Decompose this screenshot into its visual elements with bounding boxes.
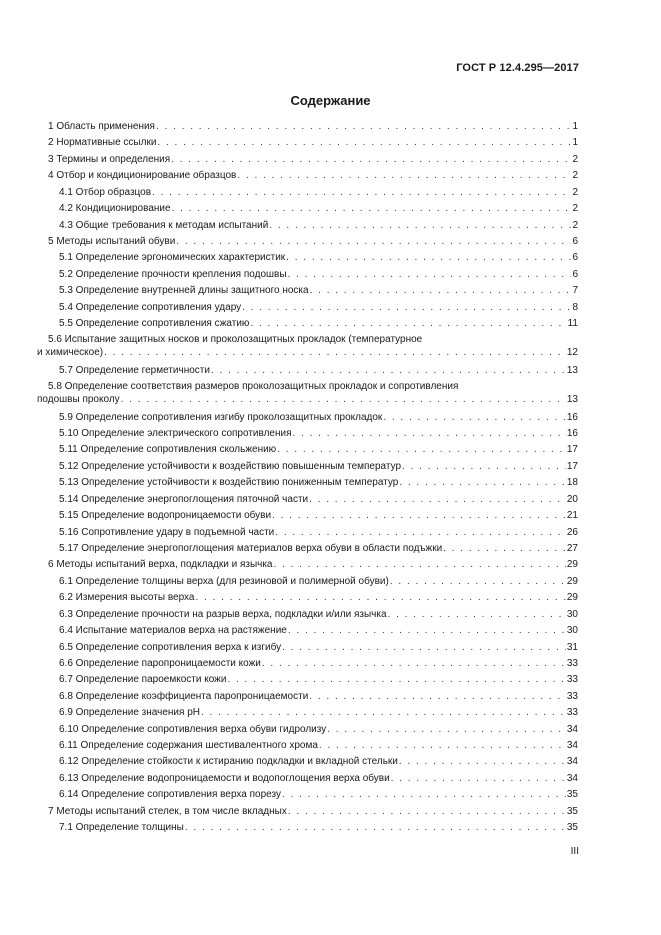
toc-entry[interactable] bbox=[48, 121, 578, 133]
toc-entry-title: 6.1 Определение толщины верха (для резиновой и полимерной обуви) bbox=[59, 575, 389, 587]
toc-entry-title: 5.16 Сопротивление удару в подъемной части bbox=[59, 526, 275, 538]
toc-entry[interactable] bbox=[48, 674, 578, 686]
toc-page-number: 29 bbox=[566, 575, 578, 587]
dot-leader bbox=[242, 302, 571, 314]
toc-page-number: 2 bbox=[572, 153, 578, 165]
toc-entry-title: 5.11 Определение сопротивления скольжению bbox=[59, 444, 277, 456]
toc-entry[interactable] bbox=[48, 592, 578, 604]
toc-entry[interactable] bbox=[48, 302, 578, 314]
toc-entry-title: 6.9 Определение значения рН bbox=[59, 707, 200, 719]
dot-leader bbox=[310, 285, 572, 297]
toc-page-number: 13 bbox=[566, 394, 578, 406]
toc-page-number: 30 bbox=[566, 625, 578, 637]
toc-page-number: 11 bbox=[567, 318, 578, 330]
dot-leader bbox=[282, 789, 566, 801]
toc-entry-title: 6.13 Определение водопроницаемости и водопоглощения верха обуви bbox=[59, 772, 390, 784]
toc-page-number: 17 bbox=[566, 460, 578, 472]
toc-page-number: 27 bbox=[566, 542, 578, 554]
toc-entry[interactable] bbox=[48, 170, 578, 182]
toc-entry[interactable] bbox=[48, 559, 578, 571]
dot-leader bbox=[288, 625, 566, 637]
dot-leader bbox=[402, 461, 566, 473]
toc-entry[interactable] bbox=[48, 724, 578, 736]
toc-page-number: 7 bbox=[572, 285, 578, 297]
toc-entry[interactable] bbox=[48, 642, 578, 654]
dot-leader bbox=[275, 527, 566, 539]
dot-leader bbox=[443, 543, 566, 555]
toc-page-number: 2 bbox=[572, 219, 578, 231]
dot-leader bbox=[152, 187, 571, 199]
toc-entry[interactable] bbox=[48, 365, 578, 377]
toc-entry-title-cont: и химическое) bbox=[37, 347, 104, 359]
dot-leader bbox=[399, 477, 566, 489]
toc-entry[interactable] bbox=[48, 428, 578, 440]
toc-page-number: 34 bbox=[566, 723, 578, 735]
toc-entry-title: 1 Область применения bbox=[48, 121, 155, 132]
toc-page-number: 18 bbox=[566, 477, 578, 489]
toc-page-number: 33 bbox=[566, 674, 578, 686]
toc-page-number: 35 bbox=[566, 789, 578, 801]
toc-entry-title: 4.3 Общие требования к методам испытаний bbox=[59, 219, 269, 231]
toc-entry[interactable] bbox=[48, 494, 578, 506]
toc-page-number: 2 bbox=[572, 203, 578, 215]
dot-leader bbox=[272, 510, 566, 522]
toc-page-number: 17 bbox=[566, 444, 578, 456]
toc-page-number: 6 bbox=[572, 268, 578, 280]
toc-entry[interactable] bbox=[48, 477, 578, 489]
toc-entry-title: 3 Термины и определения bbox=[48, 153, 171, 165]
toc-entry[interactable] bbox=[48, 252, 578, 264]
dot-leader bbox=[237, 170, 571, 182]
toc-page-number: 33 bbox=[566, 707, 578, 719]
toc-page-number: 20 bbox=[566, 493, 578, 505]
toc-page-number: 33 bbox=[566, 690, 578, 702]
toc-entry[interactable] bbox=[48, 510, 578, 522]
page-number: III bbox=[570, 846, 579, 857]
toc-entry-title: 2 Нормативные ссылки bbox=[48, 137, 157, 149]
toc-page-number: 31 bbox=[566, 641, 578, 653]
dot-leader bbox=[269, 220, 571, 232]
toc-entry[interactable] bbox=[48, 461, 578, 473]
toc-page-number: 16 bbox=[566, 428, 578, 440]
toc-entry-title: 6.12 Определение стойкости к истиранию подкладки и вкладной стельки bbox=[59, 756, 398, 768]
toc-entry[interactable] bbox=[48, 658, 578, 670]
toc-page-number: 35 bbox=[566, 805, 578, 817]
toc-page-number: 29 bbox=[566, 592, 578, 604]
toc-entry-title: 5.10 Определение электрического сопротивления bbox=[59, 428, 292, 440]
dot-leader bbox=[211, 365, 566, 377]
toc-entry-title: 5.15 Определение водопроницаемости обуви bbox=[59, 510, 272, 522]
toc-entry-title: 5.13 Определение устойчивости к воздействию пониженным температур bbox=[59, 477, 399, 489]
dot-leader bbox=[399, 756, 566, 768]
toc-entry-title: 5.1 Определение эргономических характеристик bbox=[59, 252, 286, 264]
toc-entry[interactable] bbox=[48, 740, 578, 752]
toc-entry[interactable] bbox=[48, 137, 578, 149]
toc-entry-title: 6.14 Определение сопротивления верха порезу bbox=[59, 789, 281, 801]
toc-page-number: 35 bbox=[566, 822, 578, 834]
toc-entry[interactable] bbox=[48, 187, 578, 199]
dot-leader bbox=[262, 658, 566, 670]
toc-page-number: 34 bbox=[566, 772, 578, 784]
toc-entry-title-cont: подошвы проколу bbox=[37, 394, 120, 406]
dot-leader bbox=[391, 773, 566, 785]
dot-leader bbox=[319, 740, 566, 752]
toc-entry-title: 5.17 Определение энергопоглощения материалов верха обуви в области подъжки bbox=[59, 542, 443, 554]
toc-entry-title: 5.14 Определение энергопоглощения пяточной части bbox=[59, 493, 309, 505]
toc-entry[interactable] bbox=[48, 707, 578, 719]
toc-page-number: 8 bbox=[572, 301, 578, 313]
toc-entry[interactable] bbox=[48, 625, 578, 637]
toc-entry-title: 7 Методы испытаний стелек, в том числе вкладных bbox=[48, 805, 287, 817]
toc-page-number: 29 bbox=[566, 559, 578, 571]
dot-leader bbox=[286, 252, 571, 264]
dot-leader bbox=[383, 412, 566, 424]
toc-entry-title: 5.9 Определение сопротивления изгибу проколозащитных прокладок bbox=[59, 411, 383, 423]
toc-entry-title: 6.11 Определение содержания шестивалентного хрома bbox=[59, 740, 318, 752]
dot-leader bbox=[172, 203, 572, 215]
toc-entry[interactable] bbox=[48, 806, 578, 818]
toc-entry-title: 5.2 Определение прочности крепления подошвы bbox=[59, 268, 287, 280]
toc-entry-title: 6.7 Определение пароемкости кожи bbox=[59, 674, 227, 686]
toc-entry[interactable] bbox=[48, 220, 578, 232]
toc-page-number: 6 bbox=[572, 252, 578, 264]
toc-page-number: 26 bbox=[566, 526, 578, 538]
toc-entry-title: 6.10 Определение сопротивления верха обуви гидролизу bbox=[59, 723, 327, 735]
toc-entry-title: 6.4 Испытание материалов верха на растяжение bbox=[59, 625, 287, 637]
toc-entry[interactable] bbox=[48, 318, 578, 330]
dot-leader bbox=[156, 121, 571, 133]
toc-page-number: 1 bbox=[572, 137, 578, 149]
toc-entry-title: 4.1 Отбор образцов bbox=[59, 186, 152, 198]
toc-entry-title: 5.7 Определение герметичности bbox=[59, 364, 210, 376]
toc-page-number: 12 bbox=[566, 347, 578, 359]
dot-leader bbox=[201, 707, 566, 719]
toc-entry-title: 5.12 Определение устойчивости к воздействию повышенным температур bbox=[59, 460, 402, 472]
toc-page-number: 21 bbox=[566, 510, 578, 522]
dot-leader bbox=[121, 394, 566, 406]
toc-entry[interactable] bbox=[37, 381, 578, 406]
toc-entry[interactable] bbox=[37, 334, 578, 359]
dot-leader bbox=[390, 576, 566, 588]
toc-entry-title: 6.3 Определение прочности на разрыв верха, подкладки и/или язычка bbox=[59, 608, 387, 620]
toc-page-number: 16 bbox=[566, 411, 578, 423]
toc-entry-title: 5.8 Определение соответствия размеров проколозащитных прокладок и сопротивления bbox=[48, 381, 459, 393]
toc-entry[interactable] bbox=[48, 822, 578, 834]
dot-leader bbox=[309, 494, 566, 506]
toc-entry[interactable] bbox=[48, 203, 578, 215]
toc-entry[interactable] bbox=[48, 154, 578, 166]
toc-entry-title: 5.4 Определение сопротивления удару bbox=[59, 301, 242, 313]
toc-page-number: 34 bbox=[566, 756, 578, 768]
toc-entry[interactable] bbox=[48, 527, 578, 539]
dot-leader bbox=[185, 822, 566, 834]
toc-entry-title: 6.6 Определение паропроницаемости кожи bbox=[59, 657, 261, 669]
dot-leader bbox=[195, 592, 565, 604]
page-title: Содержание bbox=[290, 93, 371, 108]
dot-leader bbox=[282, 642, 566, 654]
dot-leader bbox=[288, 806, 566, 818]
toc-entry[interactable] bbox=[48, 576, 578, 588]
toc-entry[interactable] bbox=[48, 285, 578, 297]
toc-entry[interactable] bbox=[48, 609, 578, 621]
toc-entry[interactable] bbox=[48, 269, 578, 281]
toc-page-number: 1 bbox=[572, 121, 578, 132]
toc-entry-title: 7.1 Определение толщины bbox=[59, 822, 184, 834]
dot-leader bbox=[104, 347, 566, 359]
toc-entry-title: 6.5 Определение сопротивления верха к изгибу bbox=[59, 641, 282, 653]
toc-entry-title: 6.8 Определение коэффициента паропроницаемости bbox=[59, 690, 309, 702]
toc-entry-title: 4.2 Кондиционирование bbox=[59, 203, 171, 215]
dot-leader bbox=[176, 236, 571, 248]
toc-entry-title: 5.5 Определение сопротивления сжатию bbox=[59, 318, 250, 330]
toc-entry-title: 5.3 Определение внутренней длины защитного носка bbox=[59, 285, 309, 297]
toc-entry-title: 5 Методы испытаний обуви bbox=[48, 235, 176, 247]
dot-leader bbox=[309, 691, 566, 703]
toc-entry[interactable] bbox=[48, 236, 578, 248]
toc-page-number: 13 bbox=[566, 364, 578, 376]
toc-entry[interactable] bbox=[48, 412, 578, 424]
dot-leader bbox=[277, 444, 566, 456]
toc-page-number: 30 bbox=[566, 608, 578, 620]
dot-leader bbox=[327, 724, 566, 736]
toc-entry[interactable] bbox=[48, 691, 578, 703]
dot-leader bbox=[388, 609, 566, 621]
toc-entry-title: 6 Методы испытаний верха, подкладки и язычка bbox=[48, 559, 273, 571]
toc-entry[interactable] bbox=[48, 444, 578, 456]
dot-leader bbox=[157, 137, 571, 149]
toc-entry[interactable] bbox=[48, 543, 578, 555]
toc-page-number: 6 bbox=[572, 235, 578, 247]
toc-entry-title: 6.2 Измерения высоты верха bbox=[59, 592, 195, 604]
toc-entry-title: 5.6 Испытание защитных носков и проколозащитных прокладок (температурное bbox=[48, 334, 423, 346]
dot-leader bbox=[288, 269, 572, 281]
toc-page-number: 34 bbox=[566, 740, 578, 752]
toc-page-number: 2 bbox=[572, 186, 578, 198]
dot-leader bbox=[171, 154, 571, 166]
toc-entry[interactable] bbox=[48, 773, 578, 785]
dot-leader bbox=[274, 559, 566, 571]
dot-leader bbox=[227, 674, 565, 686]
dot-leader bbox=[293, 428, 566, 440]
toc-entry-title: 4 Отбор и кондиционирование образцов bbox=[48, 170, 237, 182]
standard-designation: ГОСТ Р 12.4.295—2017 bbox=[456, 62, 579, 74]
dot-leader bbox=[250, 318, 566, 330]
toc-page-number: 2 bbox=[572, 170, 578, 182]
toc-page-number: 33 bbox=[566, 657, 578, 669]
toc-entry[interactable] bbox=[48, 756, 578, 768]
toc-entry[interactable] bbox=[48, 789, 578, 801]
